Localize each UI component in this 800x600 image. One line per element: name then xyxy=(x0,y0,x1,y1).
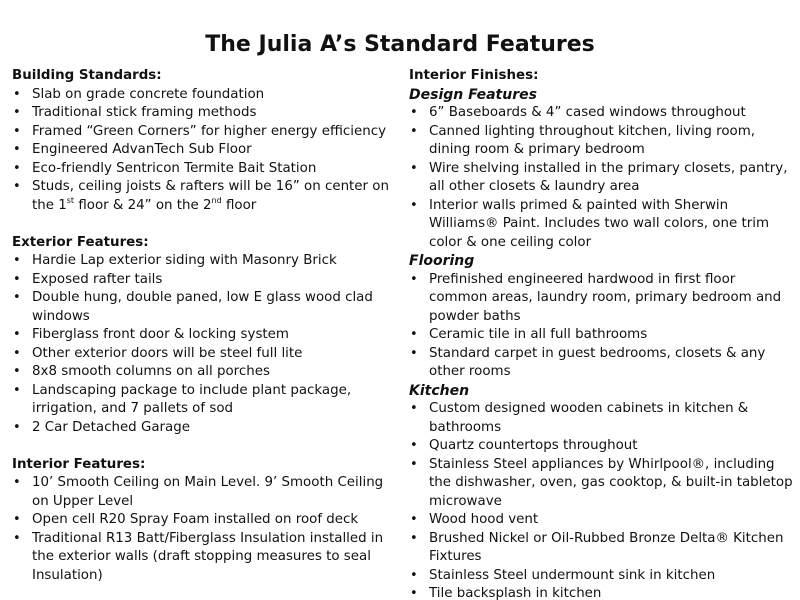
list-item: • Double hung, double paned, low E glass wood clad windows xyxy=(13,290,373,324)
list-item: • Brushed Nickel or Oil-Rubbed Bronze Delta® Kitchen Fixtures xyxy=(410,530,784,564)
list-item: • 10’ Smooth Ceiling on Main Level. 9’ Smooth Ceiling on Upper Level xyxy=(13,475,384,509)
list-item: • Ceramic tile in all full bathrooms xyxy=(409,326,794,345)
bullet-icon: • xyxy=(13,179,21,194)
list-item: • Wire shelving installed in the primary closets, pantry, all other closets & laundry area xyxy=(410,160,788,194)
bullet-icon: • xyxy=(13,105,21,120)
interior-finishes-heading: Interior Finishes: xyxy=(409,68,539,83)
flooring-heading: Flooring xyxy=(409,253,475,269)
bullet-icon: • xyxy=(13,419,21,435)
list-item: • Interior walls primed & painted with Sherwin Williams® Paint. Includes two wall colors, one trim color & one ceiling color xyxy=(410,197,769,250)
bullet-icon: • xyxy=(13,530,21,546)
bullet-icon: • xyxy=(13,271,21,287)
bullet-icon: • xyxy=(410,123,418,139)
left-column xyxy=(12,67,397,585)
flooring-list xyxy=(409,271,794,382)
list-item: • Prefinished engineered hardwood in first floor common areas, laundry room, primary bedroom and powder baths xyxy=(410,271,782,324)
bullet-icon: • xyxy=(13,345,21,361)
list-item: • Stainless Steel appliances by Whirlpool®, including the dishwasher, oven, gas cooktop, & built-in tabletop microwave xyxy=(410,456,793,509)
bullet-icon: • xyxy=(410,327,418,342)
interior-features-heading: Interior Features: xyxy=(12,456,146,472)
bullet-icon: • xyxy=(13,253,21,268)
right-column xyxy=(409,67,794,600)
design-features-heading: Design Features xyxy=(409,86,537,103)
list-item: • Other exterior doors will be steel full lite xyxy=(12,345,397,364)
bullet-icon: • xyxy=(13,290,21,305)
bullet-icon: • xyxy=(13,123,21,139)
list-item: • Engineered AdvanTech Sub Floor xyxy=(12,141,397,160)
list-item: • Hardie Lap exterior siding with Masonry Brick xyxy=(12,252,397,271)
bullet-icon: • xyxy=(410,160,418,176)
bullet-icon: • xyxy=(410,197,418,213)
kitchen-heading: Kitchen xyxy=(409,382,470,399)
bullet-icon: • xyxy=(13,364,21,379)
list-item: • Traditional stick framing methods xyxy=(12,104,397,123)
list-item: • Fiberglass front door & locking system xyxy=(12,326,397,345)
design-features-list xyxy=(409,104,794,252)
list-item: • Tile backsplash in kitchen xyxy=(409,585,794,600)
bullet-icon: • xyxy=(410,567,418,583)
exterior-features-list xyxy=(12,252,397,437)
bullet-icon: • xyxy=(410,530,418,546)
list-item: • 2 Car Detached Garage xyxy=(12,419,397,438)
list-item: • Framed “Green Corners” for higher energy efficiency xyxy=(12,123,397,142)
exterior-features-heading: Exterior Features: xyxy=(12,234,149,250)
bullet-icon: • xyxy=(410,586,418,600)
list-item: • Open cell R20 Spray Foam installed on roof deck xyxy=(12,511,397,530)
list-item: • Exposed rafter tails xyxy=(12,271,397,290)
interior-features-list xyxy=(12,474,397,585)
list-item: • Custom designed wooden cabinets in kitchen & bathrooms xyxy=(410,401,749,435)
bullet-icon: • xyxy=(410,438,418,453)
bullet-icon: • xyxy=(410,512,418,527)
list-item: • Studs, ceiling joists & rafters will be 16” on center on the 1st floor & 24” on the 2nd floor xyxy=(13,179,389,213)
bullet-icon: • xyxy=(13,475,21,490)
list-item: • Eco-friendly Sentricon Termite Bait Station xyxy=(12,160,397,179)
list-item: • Landscaping package to include plant package, irrigation, and 7 pallets of sod xyxy=(13,382,352,416)
bullet-icon: • xyxy=(13,327,21,342)
list-item: • Wood hood vent xyxy=(409,511,794,530)
bullet-icon: • xyxy=(13,142,21,157)
bullet-icon: • xyxy=(410,401,418,416)
kitchen-list xyxy=(409,400,794,600)
page-title: The Julia A’s Standard Features xyxy=(205,32,595,57)
list-item: • Canned lighting throughout kitchen, living room, dining room & primary bedroom xyxy=(410,123,756,157)
bullet-icon: • xyxy=(410,456,418,472)
building-standards-heading: Building Standards: xyxy=(12,68,162,83)
bullet-icon: • xyxy=(13,512,21,527)
bullet-icon: • xyxy=(13,160,21,176)
bullet-icon: • xyxy=(410,105,418,120)
list-item: • Slab on grade concrete foundation xyxy=(12,86,397,105)
list-item: • Traditional R13 Batt/Fiberglass Insulation installed in the exterior walls (draft stopping measures to seal Insulation) xyxy=(13,530,384,583)
list-item: • Standard carpet in guest bedrooms, closets & any other rooms xyxy=(410,345,766,379)
list-item: • Quartz countertops throughout xyxy=(409,437,794,456)
bullet-icon: • xyxy=(410,271,418,287)
building-standards-list xyxy=(12,86,397,216)
bullet-icon: • xyxy=(410,345,418,361)
bullet-icon: • xyxy=(13,86,21,102)
list-item: • 6” Baseboards & 4” cased windows throughout xyxy=(409,104,794,123)
list-item: • 8x8 smooth columns on all porches xyxy=(12,363,397,382)
list-item: • Stainless Steel undermount sink in kitchen xyxy=(409,567,794,586)
bullet-icon: • xyxy=(13,382,21,398)
